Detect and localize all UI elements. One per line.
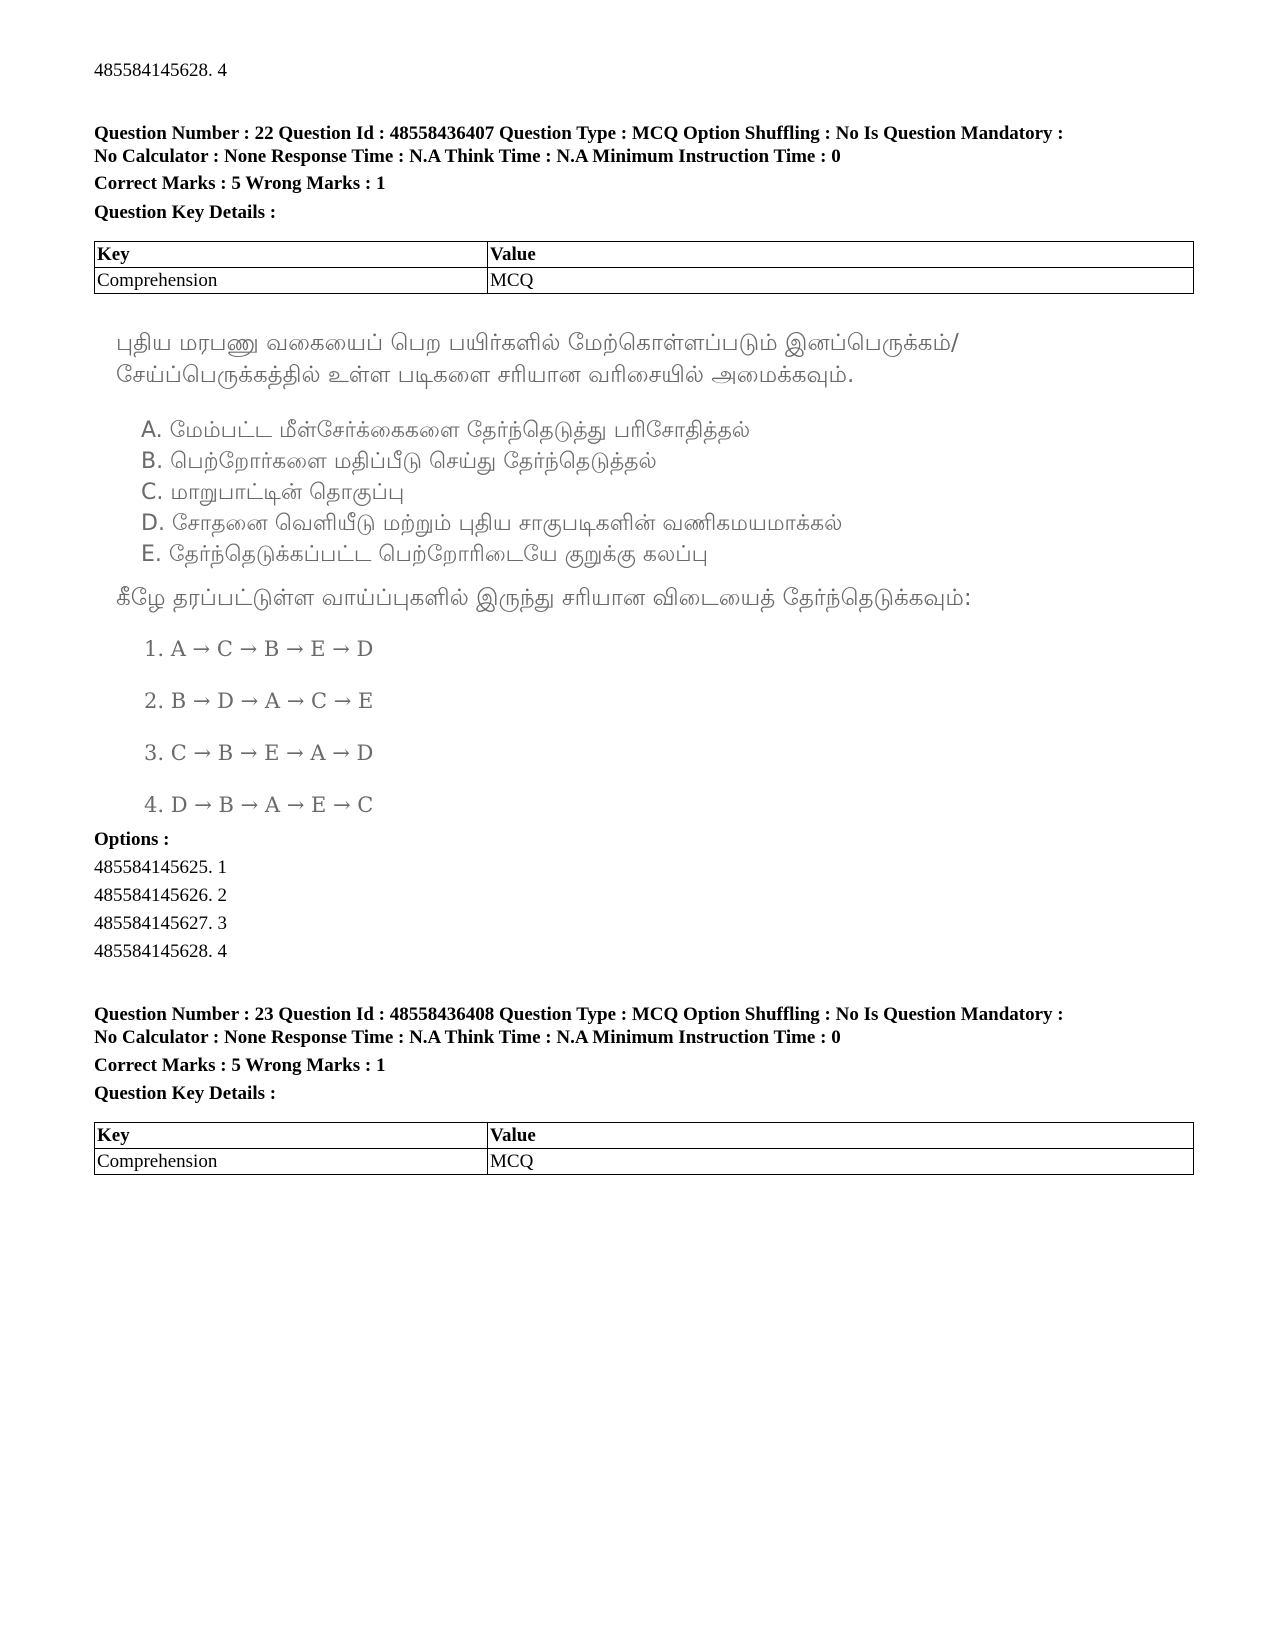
table-cell-key: Comprehension xyxy=(95,268,488,294)
choice-4: 4. D → B → A → E → C xyxy=(144,793,374,817)
table-row xyxy=(95,1149,1194,1175)
statement-b: B. பெற்றோர்களை மதிப்பீடு செய்து தேர்ந்தெடுத்தல் xyxy=(141,449,657,474)
statement-a: A. மேம்பட்ட மீள்சேர்க்கைகளை தேர்ந்தெடுத்து பரிசோதித்தல் xyxy=(141,418,751,443)
q23-key-table xyxy=(94,1122,1194,1175)
q23-marks: Correct Marks : 5 Wrong Marks : 1 xyxy=(94,1055,386,1076)
choice-3: 3. C → B → E → A → D xyxy=(144,741,374,765)
choice-2: 2. B → D → A → C → E xyxy=(144,689,374,713)
q22-header-line1: Question Number : 22 Question Id : 48558436407 Question Type : MCQ Option Shuffling : No Is Question Mandatory : xyxy=(94,123,1064,144)
q22-key-details-label: Question Key Details : xyxy=(94,202,277,223)
q22-options-label: Options : xyxy=(94,829,170,850)
q23-header-line1: Question Number : 23 Question Id : 48558436408 Question Type : MCQ Option Shuffling : No Is Question Mandatory : xyxy=(94,1004,1064,1025)
table-header-key: Key xyxy=(95,1123,488,1149)
option-item: 485584145626. 2 xyxy=(94,885,227,906)
choice-1: 1. A → C → B → E → D xyxy=(144,637,374,661)
q22-marks: Correct Marks : 5 Wrong Marks : 1 xyxy=(94,173,386,194)
table-header-row xyxy=(95,1123,1194,1149)
q22-key-table xyxy=(94,241,1194,294)
table-cell-value: MCQ xyxy=(488,268,1194,294)
option-item: 485584145628. 4 xyxy=(94,941,227,962)
option-item: 485584145625. 1 xyxy=(94,857,227,878)
table-header-value: Value xyxy=(488,242,1194,268)
table-cell-key: Comprehension xyxy=(95,1149,488,1175)
statement-e: E. தேர்ந்தெடுக்கப்பட்ட பெற்றோரிடையே குறுக்கு கலப்பு xyxy=(141,542,709,567)
statement-d: D. சோதனை வெளியீடு மற்றும் புதிய சாகுபடிகளின் வணிகமயமாக்கல் xyxy=(141,511,843,536)
statement-c: C. மாறுபாட்டின் தொகுப்பு xyxy=(141,480,405,505)
table-cell-value: MCQ xyxy=(488,1149,1194,1175)
question-stem-line2: சேய்ப்பெருக்கத்தில் உள்ள படிகளை சரியான வரிசையில் அமைக்கவும். xyxy=(116,362,855,388)
q23-key-details-label: Question Key Details : xyxy=(94,1083,277,1104)
question-stem-line1: புதிய மரபணு வகையைப் பெற பயிர்களில் மேற்கொள்ளப்படும் இனப்பெருக்கம்/ xyxy=(116,330,959,356)
q23-header-line2: No Calculator : None Response Time : N.A Think Time : N.A Minimum Instruction Time : 0 xyxy=(94,1027,841,1048)
table-row xyxy=(95,268,1194,294)
table-header-value: Value xyxy=(488,1123,1194,1149)
table-header-row xyxy=(95,242,1194,268)
q22-question-image xyxy=(116,325,1076,845)
question-instruction: கீழே தரப்பட்டுள்ள வாய்ப்புகளில் இருந்து சரியான விடையைத் தேர்ந்தெடுக்கவும்: xyxy=(116,585,972,611)
q22-header-line2: No Calculator : None Response Time : N.A Think Time : N.A Minimum Instruction Time : 0 xyxy=(94,146,841,167)
previous-option-line: 485584145628. 4 xyxy=(94,60,227,81)
option-item: 485584145627. 3 xyxy=(94,913,227,934)
table-header-key: Key xyxy=(95,242,488,268)
